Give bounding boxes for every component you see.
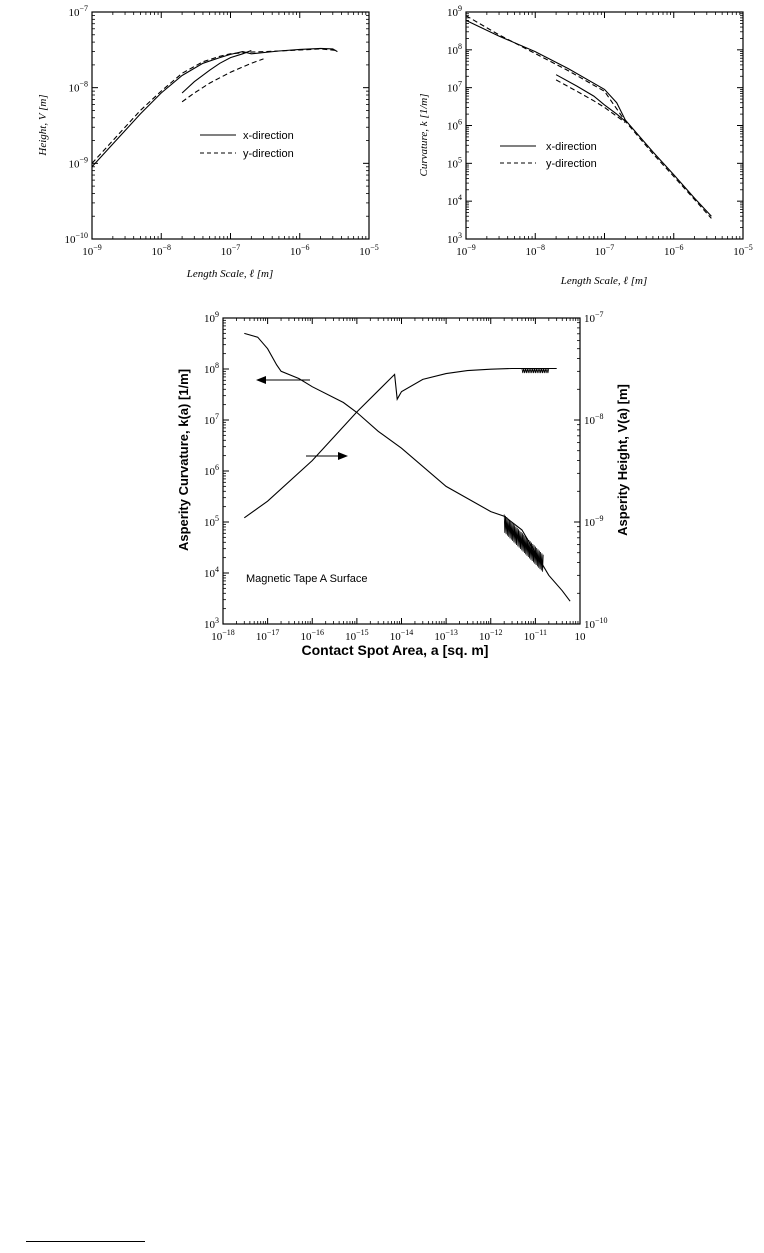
series-noise-v [522,369,549,374]
x-tick-label: $10^{-7}$ [220,243,241,258]
y-tick-label: $10^5$ [204,514,219,529]
y-right-tick-label: $10^{-8}$ [584,412,604,427]
legend-label-y-direction: y-direction [243,148,294,160]
x-tick-label: $10^{-18}$ [211,628,235,643]
y-tick-label: $10^{-10}$ [64,231,88,246]
x-tick-label: $10^{-5}$ [733,243,753,258]
y-tick-label: $10^8$ [204,361,219,376]
y-right-tick-label: $10^{-9}$ [584,514,604,529]
y-right-tick-label: $10^{-10}$ [584,616,608,631]
footnote-rule [26,1241,145,1242]
data-lines [244,333,570,601]
x-tick-label: $10^{-6}$ [289,243,310,258]
y-tick-label: $10^9$ [204,310,219,325]
y-tick-label: $10^4$ [447,193,462,209]
legend-label-x-direction: x-direction [546,141,597,153]
arrow-right-height-axis [306,452,348,460]
x-axis-label: Length Scale, ℓ [m] [186,268,274,280]
x-tick-label: $10^{-15}$ [345,628,369,643]
x-tick-label: $10^{-12}$ [478,628,503,643]
x-tick-label: $10^{-8}$ [151,243,172,258]
legend-label-x-direction: x-direction [243,130,294,142]
y-axis-label-left: Asperity Curvature, k(a) [1/m] [176,368,191,552]
x-tick-label: $10^{-16}$ [300,628,325,643]
x-tick-label: $10^{-17}$ [255,628,280,643]
legend-label-y-direction: y-direction [546,158,597,170]
x-axis-label: Length Scale, ℓ [m] [560,275,648,287]
y-axis-label-right: Asperity Height, V(a) [m] [615,384,630,536]
x-tick-label: $10^{-8}$ [525,243,546,258]
series-line-1 [244,369,556,518]
y-tick-label: $10^8$ [447,41,462,57]
x-tick-label: 10 [574,631,586,643]
axis-ticks [204,310,608,643]
y-axis-label: Curvature, k [1/m] [418,93,430,177]
x-tick-label: $10^{-5}$ [359,243,379,258]
y-tick-label: $10^3$ [204,616,219,631]
y-tick-label: $10^7$ [447,79,462,95]
series-noise-k [504,515,543,572]
x-tick-label: $10^{-7}$ [594,243,615,258]
y-tick-label: $10^{-8}$ [68,79,88,95]
series-line-0 [244,333,570,601]
y-tick-label: $10^4$ [204,565,219,580]
x-tick-label: $10^{-13}$ [434,628,458,643]
y-tick-label: $10^9$ [447,4,462,19]
y-axis-label: Height, V [m] [37,94,49,156]
x-tick-label: $10^{-14}$ [389,628,414,643]
annotation-surface: Magnetic Tape A Surface [246,573,368,585]
y-tick-label: $10^{-7}$ [68,4,88,19]
y-right-tick-label: $10^{-7}$ [584,310,604,325]
x-tick-label: $10^{-6}$ [663,243,684,258]
arrow-left-curvature-axis [256,376,310,384]
y-tick-label: $10^5$ [447,155,462,171]
y-tick-label: $10^3$ [447,231,462,246]
y-tick-label: $10^{-9}$ [68,155,88,171]
y-tick-label: $10^6$ [447,117,462,133]
x-tick-label: $10^{-9}$ [456,243,476,258]
x-tick-label: $10^{-9}$ [82,243,102,258]
x-tick-label: $10^{-11}$ [523,628,547,643]
x-axis-label: Contact Spot Area, a [sq. m] [301,642,489,658]
y-tick-label: $10^7$ [204,412,219,427]
y-tick-label: $10^6$ [204,463,219,478]
